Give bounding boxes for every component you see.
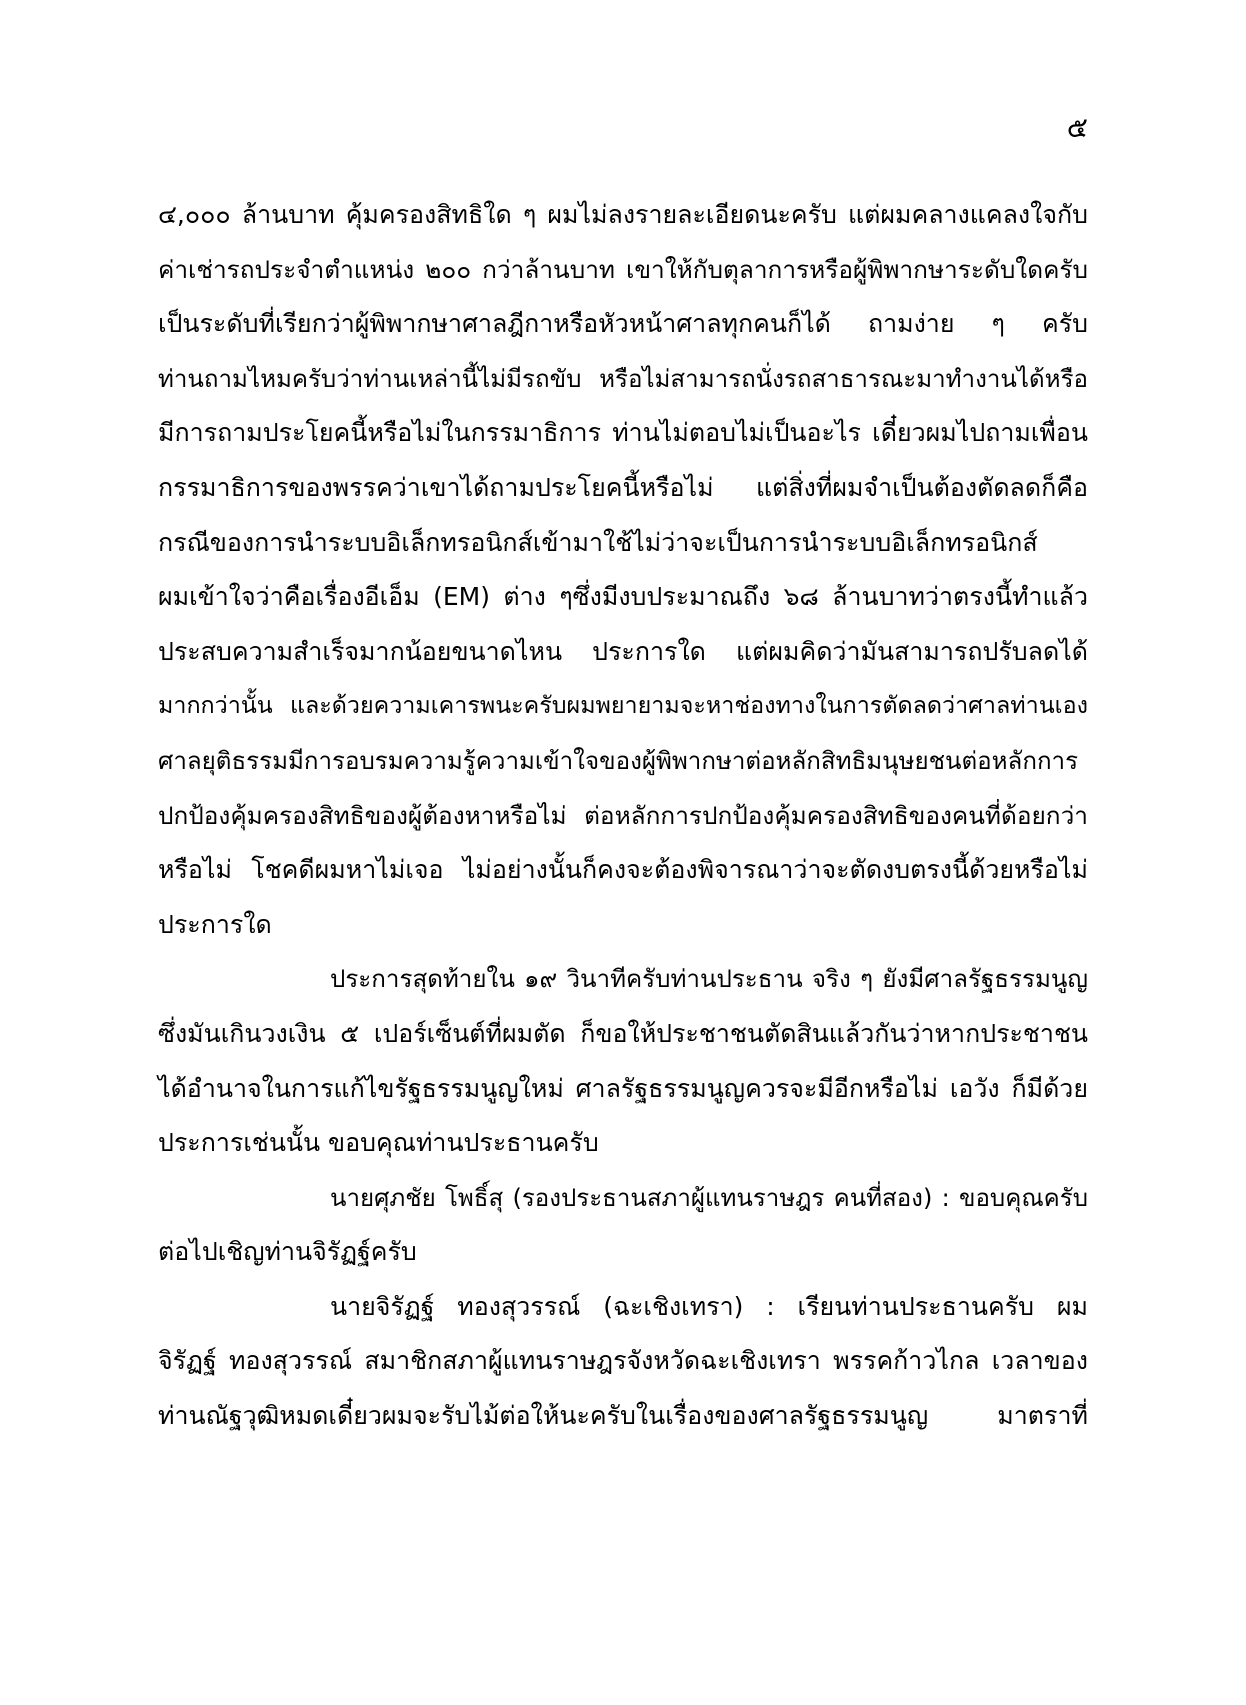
text-line: มีการถามประโยคนี้หรือไม่ในกรรมาธิการ ท่านไม่ตอบไม่เป็นอะไร เดี๋ยวผมไปถามเพื่อน <box>158 418 1088 448</box>
speaker-line: นายจิรัฏฐ์ ทองสุวรรณ์ (ฉะเชิงเทรา) : เรียนท่านประธานครับ ผม <box>330 1291 1088 1321</box>
text-line: ซึ่งมันเกินวงเงิน ๕ เปอร์เซ็นต์ที่ผมตัด ก็ขอให้ประชาชนตัดสินแล้วกันว่าหากประชาชน <box>158 1018 1088 1048</box>
text-line: ปกป้องคุ้มครองสิทธิของผู้ต้องหาหรือไม่ ต่อหลักการปกป้องคุ้มครองสิทธิของคนที่ด้อยกว่า <box>158 800 1088 830</box>
text-line: ได้อำนาจในการแก้ไขรัฐธรรมนูญใหม่ ศาลรัฐธรรมนูญควรจะมีอีกหรือไม่ เอวัง ก็มีด้วย <box>158 1073 1088 1103</box>
text-line: ประการเช่นนั้น ขอบคุณท่านประธานครับ <box>158 1128 599 1158</box>
text-line: ศาลยุติธรรมมีการอบรมความรู้ความเข้าใจของผู้พิพากษาต่อหลักสิทธิมนุษยชนต่อหลักการ <box>158 746 1079 775</box>
text-line: ค่าเช่ารถประจำตำแหน่ง ๒๐๐ กว่าล้านบาท เขาให้กับตุลาการหรือผู้พิพากษาระดับใดครับ <box>158 254 1088 284</box>
text-line: ประสบความสำเร็จมากน้อยขนาดไหน ประการใด แต่ผมคิดว่ามันสามารถปรับลดได้ <box>158 636 1088 666</box>
text-line: มากกว่านั้น และด้วยความเคารพนะครับผมพยายามจะหาช่องทางในการตัดลดว่าศาลท่านเอง <box>158 692 1088 720</box>
text-line: กรณีของการนำระบบอิเล็กทรอนิกส์เข้ามาใช้ไม่ว่าจะเป็นการนำระบบอิเล็กทรอนิกส์ <box>158 527 1038 557</box>
text-line: ต่อไปเชิญท่านจิรัฏฐ์ครับ <box>158 1237 417 1267</box>
speaker-line: นายศุภชัย โพธิ์สุ (รองประธานสภาผู้แทนราษฎร คนที่สอง) : ขอบคุณครับ <box>330 1183 1088 1212</box>
text-line: ท่านณัฐวุฒิหมดเดี๋ยวผมจะรับไม้ต่อให้นะครับในเรื่องของศาลรัฐธรรมนูญ มาตราที่ <box>158 1401 1088 1431</box>
text-line: เป็นระดับที่เรียกว่าผู้พิพากษาศาลฎีกาหรือหัวหน้าศาลทุกคนก็ได้ ถามง่าย ๆ ครับ <box>158 309 1088 339</box>
text-line: จิรัฏฐ์ ทองสุวรรณ์ สมาชิกสภาผู้แทนราษฎรจังหวัดฉะเชิงเทรา พรรคก้าวไกล เวลาของ <box>158 1346 1088 1376</box>
paragraph-start: ประการสุดท้ายใน ๑๙ วินาทีครับท่านประธาน จริง ๆ ยังมีศาลรัฐธรรมนูญ <box>330 965 1088 994</box>
text-line: ผมเข้าใจว่าคือเรื่องอีเอ็ม (EM) ต่าง ๆซึ่งมีงบประมาณถึง ๖๘ ล้านบาทว่าตรงนี้ทำแล้ว <box>158 582 1088 612</box>
text-line: ประการใด <box>158 909 272 939</box>
text-line: ท่านถามไหมครับว่าท่านเหล่านี้ไม่มีรถขับ หรือไม่สามารถนั่งรถสาธารณะมาทำงานได้หรือ <box>158 364 1088 393</box>
text-line: หรือไม่ โชคดีผมหาไม่เจอ ไม่อย่างนั้นก็คงจะต้องพิจารณาว่าจะตัดงบตรงนี้ด้วยหรือไม่ <box>158 855 1088 885</box>
page-number: ๕ <box>1066 111 1088 144</box>
text-line: กรรมาธิการของพรรคว่าเขาได้ถามประโยคนี้หรือไม่ แต่สิ่งที่ผมจำเป็นต้องตัดลดก็คือ <box>158 472 1088 502</box>
document-body <box>158 188 1088 1444</box>
text-line: ๔,๐๐๐ ล้านบาท คุ้มครองสิทธิใด ๆ ผมไม่ลงรายละเอียดนะครับ แต่ผมคลางแคลงใจกับ <box>158 200 1088 229</box>
